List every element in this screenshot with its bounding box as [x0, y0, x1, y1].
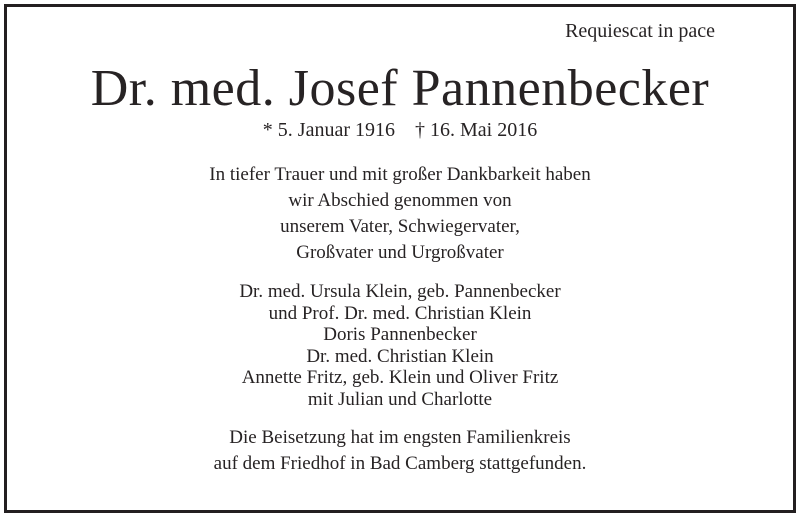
mourners-list	[0, 281, 800, 411]
death-date: † 16. Mai 2016	[414, 119, 538, 141]
closing-line: auf dem Friedhof in Bad Camberg stattgefunden.	[213, 453, 587, 474]
intro-line: In tiefer Trauer und mit großer Dankbarkeit haben	[209, 164, 591, 185]
mourner-line: Doris Pannenbecker	[323, 324, 477, 346]
epitaph-text: Requiescat in pace	[565, 20, 715, 42]
mourner-line: Dr. med. Christian Klein	[306, 345, 494, 367]
mourner-line: und Prof. Dr. med. Christian Klein	[268, 302, 532, 324]
intro-line: wir Abschied genommen von	[288, 190, 512, 211]
intro-line: unserem Vater, Schwiegervater,	[280, 216, 520, 237]
deceased-name: Dr. med. Josef Pannenbecker	[90, 60, 710, 117]
closing-line: Die Beisetzung hat im engsten Familienkreis	[229, 427, 571, 448]
mourner-line: Dr. med. Ursula Klein, geb. Pannenbecker	[239, 281, 561, 302]
intro-line: Großvater und Urgroßvater	[296, 242, 504, 263]
closing-paragraph	[0, 425, 800, 477]
mourner-line: mit Julian und Charlotte	[307, 388, 493, 410]
intro-paragraph	[0, 162, 800, 266]
birth-date: * 5. Januar 1916	[262, 119, 395, 141]
mourner-line: Annette Fritz, geb. Klein und Oliver Fritz	[241, 367, 559, 389]
life-dates	[0, 116, 800, 144]
